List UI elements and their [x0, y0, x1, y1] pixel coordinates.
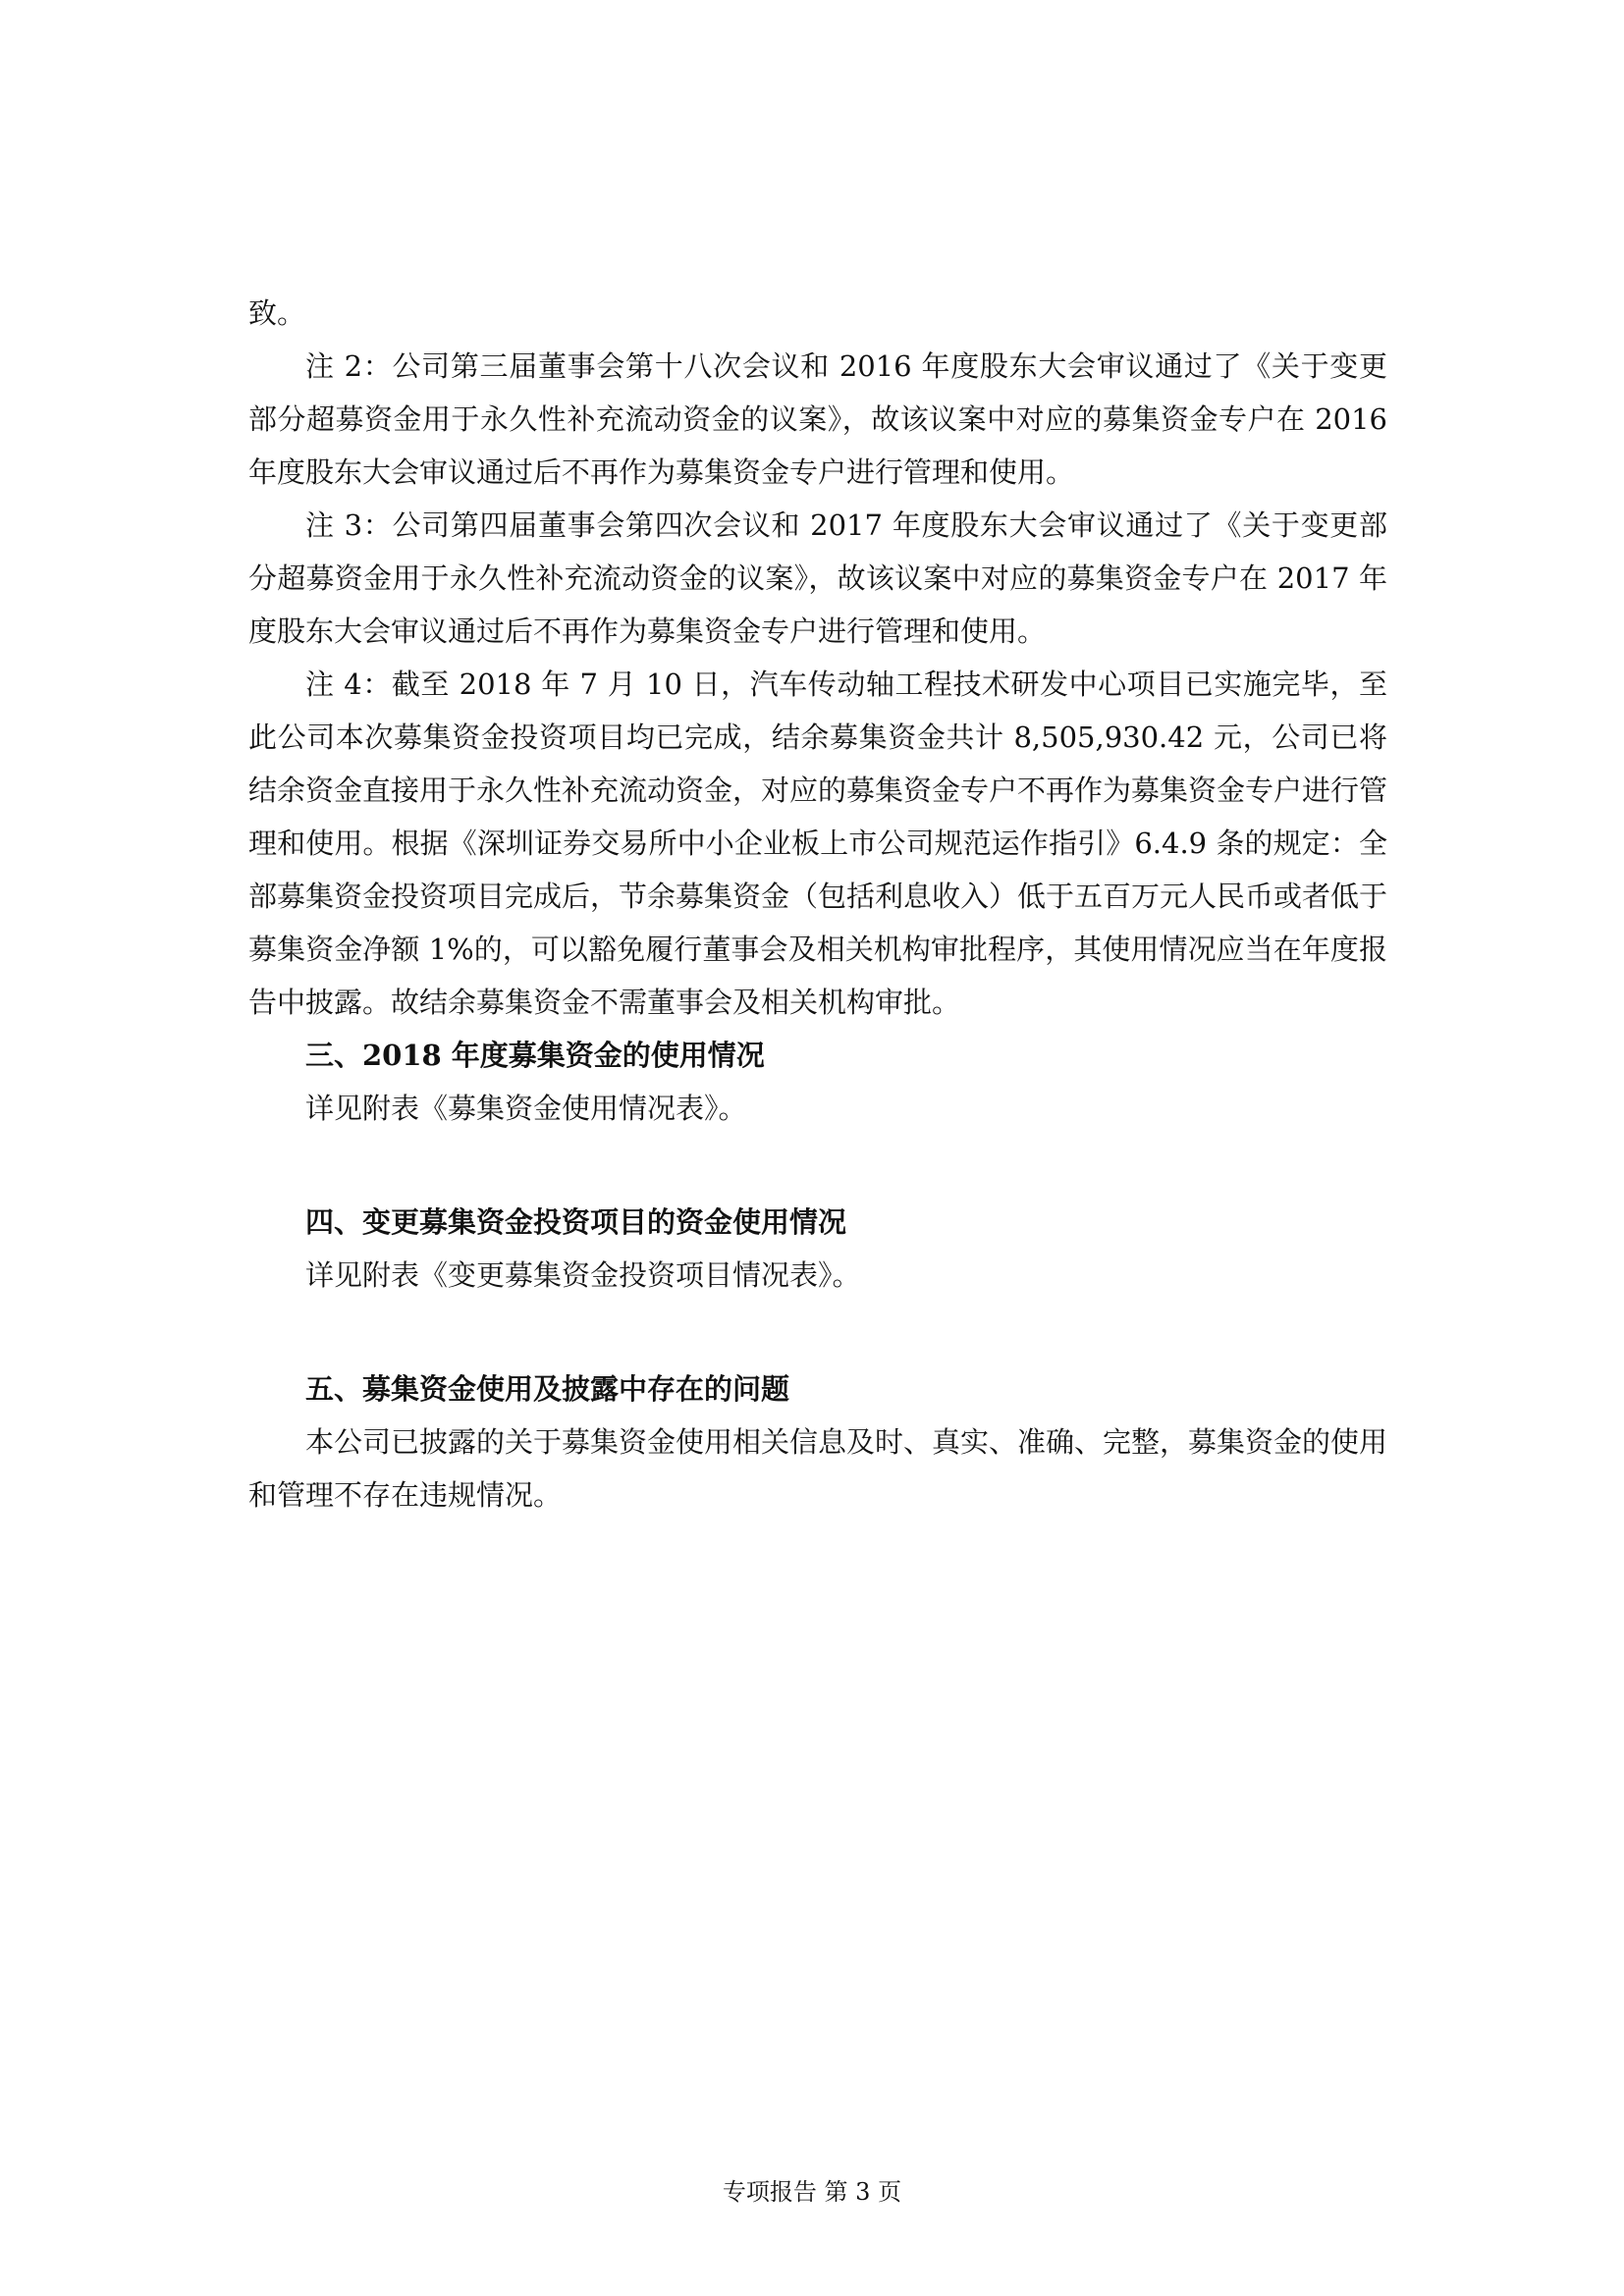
section-5-heading: 五、募集资金使用及披露中存在的问题 — [305, 1372, 790, 1406]
section-4-body: 详见附表《变更募集资金投资项目情况表》。 — [305, 1258, 861, 1292]
section-spacer — [248, 1135, 1387, 1196]
section-3-heading: 三、2018 年度募集资金的使用情况 — [305, 1039, 765, 1072]
section-spacer — [248, 1302, 1387, 1362]
note-2: 注 2：公司第三届董事会第十八次会议和 2016 年度股东大会审议通过了《关于变更部分超募资金用于永久性补充流动资金的议案》，故该议案中对应的募集资金专户在 2016 年度股东大会审议通过后不再作为募集资金专户进行管理和使用。 — [248, 349, 1387, 489]
section-5-body: 本公司已披露的关于募集资金使用相关信息及时、真实、准确、完整，募集资金的使用和管理不存在违规情况。 — [248, 1425, 1388, 1512]
section-4-heading: 四、变更募集资金投资项目的资金使用情况 — [305, 1205, 847, 1239]
section-3-body: 详见附表《募集资金使用情况表》。 — [305, 1092, 747, 1125]
document-body — [248, 287, 1387, 1522]
note-3: 注 3：公司第四届董事会第四次会议和 2017 年度股东大会审议通过了《关于变更部分超募资金用于永久性补充流动资金的议案》，故该议案中对应的募集资金专户在 2017 年度股东大会审议通过后不再作为募集资金专户进行管理和使用。 — [248, 508, 1387, 648]
page-footer: 专项报告 第 3 页 — [722, 2178, 902, 2206]
continuation-text: 致。 — [248, 296, 306, 330]
note-4: 注 4：截至 2018 年 7 月 10 日，汽车传动轴工程技术研发中心项目已实施完毕，至此公司本次募集资金投资项目均已完成，结余募集资金共计 8,505,930.42 元，公司已将结余资金直接用于永久性补充流动资金，对应的募集资金专户不再作为募集资金专户进行管理和使用。根据《深圳证券交易所中小企业板上市公司规范运作指引》6.4.9 条的规定：全部募集资金投资项目完成后，节余募集资金（包括利息收入）低于五百万元人民币或者低于募集资金净额 1%的，可以豁免履行董事会及相关机构审批程序，其使用情况应当在年度报告中披露。故结余募集资金不需董事会及相关机构审批。 — [248, 667, 1388, 1019]
